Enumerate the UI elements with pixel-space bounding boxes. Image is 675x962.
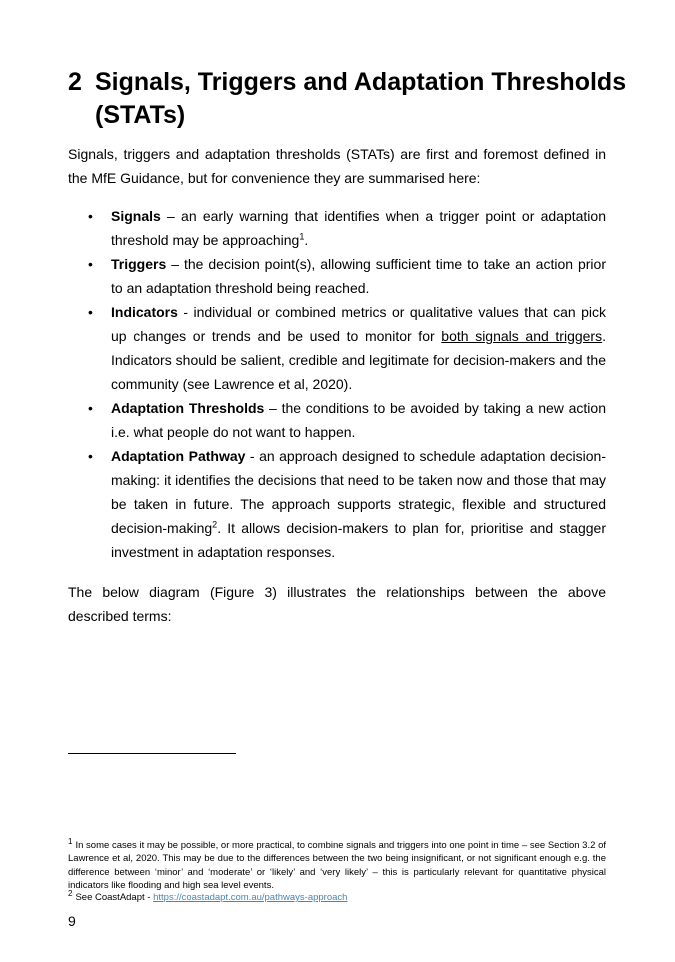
list-item: • Triggers – the decision point(s), allowing sufficient time to take an action prior to an adaptation threshold being reached. (68, 252, 606, 300)
footnote-ref-2[interactable]: 2 (212, 519, 218, 530)
bullet-icon: • (88, 208, 93, 224)
underlined-text: both signals and triggers (441, 328, 603, 344)
definition-text: an early warning that identifies when a trigger point or adaptation threshold may be approaching (111, 208, 606, 248)
list-item: • Indicators - individual or combined metrics or qualitative values that can pick up changes or trends and be used to monitor for both signals and triggers. Indicators should be salient, credible and legitimate for decision-makers and the community (see Lawrence et al, 2020). (68, 300, 606, 396)
definition-text: . It allows decision-makers to plan for, prioritise and stagger investment in adaptation responses. (111, 520, 606, 560)
list-item: • Signals – an early warning that identifies when a trigger point or adaptation threshold may be approaching$^1$. (68, 204, 606, 252)
footnote-mark: 1 (68, 836, 73, 846)
definition-text: an approach designed to schedule adaptation decision-making: it identifies the decisions that need to be taken now and those that may be taken in future. The approach supports strategic, flexible and structured decision-making (111, 448, 606, 536)
bullet-icon: • (88, 448, 93, 464)
page-number: 9 (68, 913, 76, 929)
definition-text: individual or combined metrics or qualitative values that can pick up changes or trends and be used to monitor for (111, 304, 606, 344)
section-number: 2 (68, 68, 82, 96)
intro-paragraph: Signals, triggers and adaptation thresholds (STATs) are first and foremost defined in the MfE Guidance, but for convenience they are summarised here: (68, 146, 606, 186)
term-adaptation-pathway: Adaptation Pathway (111, 448, 246, 464)
term-signals: Signals (111, 208, 161, 224)
footnote-text: See CoastAdapt - (75, 892, 154, 903)
list-item: • Adaptation Pathway - an approach designed to schedule adaptation decision-making: it identifies the decisions that need to be taken now and those that may be taken in future. The approach supports strategic, flexible and structured decision-making$^2$. It allows decision-makers to plan for, prioritise and stagger investment in adaptation responses. (68, 444, 606, 564)
section-title: Signals, Triggers and Adaptation Thresholds (STATs) (95, 68, 627, 129)
definition-text: the decision point(s), allowing sufficient time to take an action prior to an adaptation threshold being reached. (111, 256, 606, 296)
outro-paragraph: The below diagram (Figure 3) illustrates the relationships between the above described terms: (68, 584, 606, 624)
footnote-mark: 2 (68, 888, 73, 898)
coastadapt-link[interactable]: https://coastadapt.com.au/pathways-approach (153, 892, 348, 903)
bullet-icon: • (88, 304, 93, 320)
definition-text: the conditions to be avoided by taking a new action i.e. what people do not want to happen. (111, 400, 606, 440)
footnote-1 (68, 836, 606, 892)
list-item: • Adaptation Thresholds – the conditions to be avoided by taking a new action i.e. what people do not want to happen. (68, 396, 606, 444)
definitions-list (68, 204, 606, 564)
footnote-text: In some cases it may be possible, or more practical, to combine signals and triggers into one point in time – see Section 3.2 of Lawrence et al, 2020. This may be due to the differences between the two being insignificant, or not significant enough e.g. the difference between ‘minor’ and ‘moderate’ or ‘likely’ and ‘very likely’ – this is particularly relevant for quantitative physical indicators like flooding and high sea level events. (68, 840, 606, 891)
term-indicators: Indicators (111, 304, 178, 320)
bullet-icon: • (88, 400, 93, 416)
definition-text: . Indicators should be salient, credible and legitimate for decision-makers and the community (see Lawrence et al, 2020). (111, 328, 606, 392)
section-heading (68, 66, 628, 132)
term-triggers: Triggers (111, 256, 167, 272)
footnote-separator (68, 753, 236, 754)
bullet-icon: • (88, 256, 93, 272)
footnote-2 (68, 888, 606, 904)
footnote-ref-1[interactable]: 1 (299, 231, 305, 242)
term-adaptation-thresholds: Adaptation Thresholds (111, 400, 265, 416)
